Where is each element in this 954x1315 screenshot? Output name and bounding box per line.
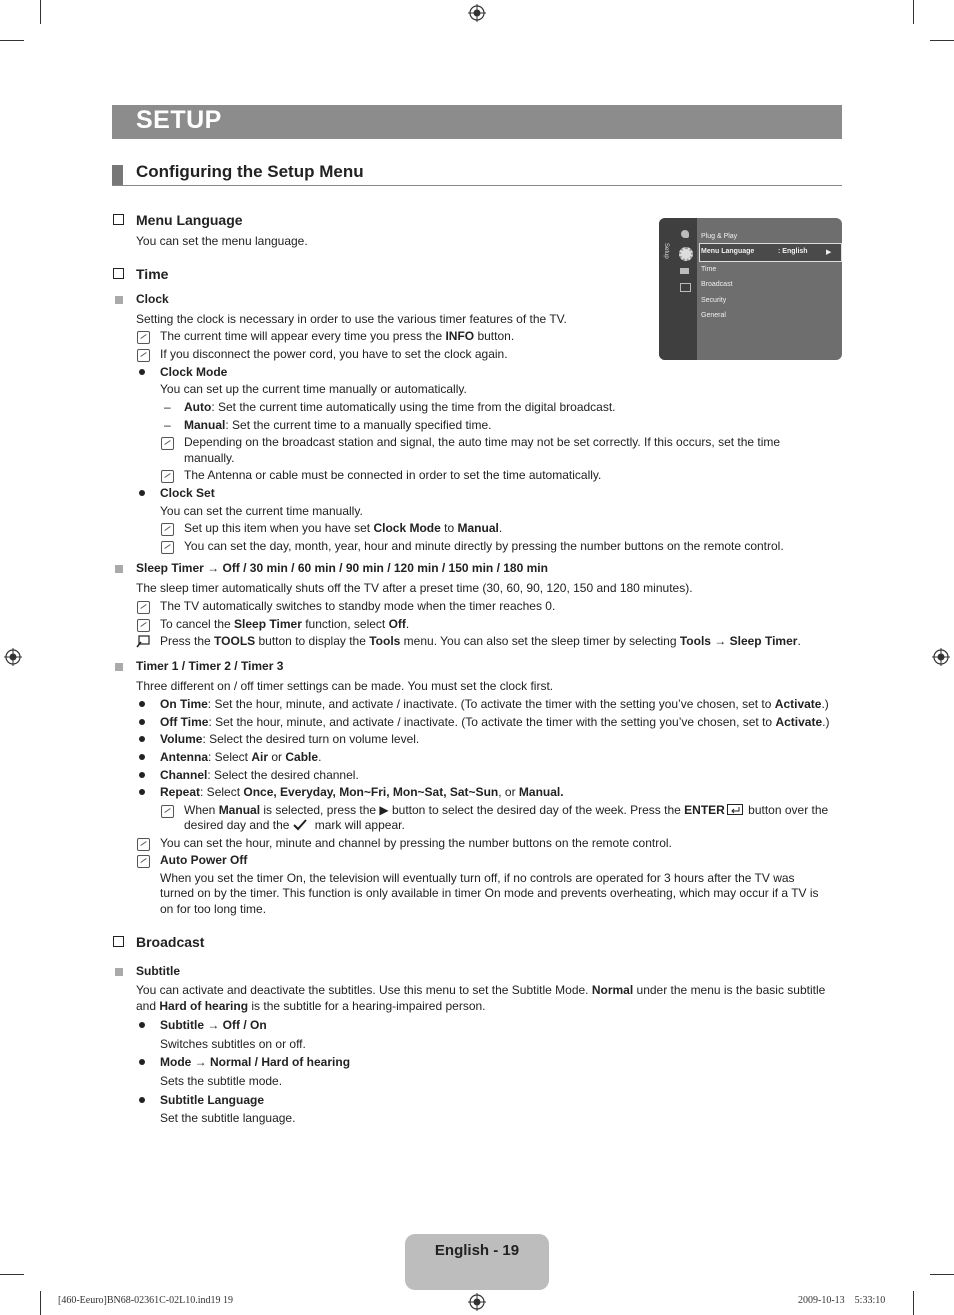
checkmark-icon	[292, 819, 308, 831]
square-bullet-icon	[115, 565, 123, 573]
tv-menu-item-general[interactable]: General	[701, 312, 726, 319]
clock-set-desc: You can set the current time manually.	[160, 504, 363, 518]
tv-menu-item-broadcast[interactable]: Broadcast	[701, 281, 733, 288]
tv-menu-side-label: Setup	[663, 243, 669, 259]
timers-on-time: On Time: Set the hour, minute, and activate / inactivate. (To activate the timer with the setting you’ve chosen, set to Activate.)	[160, 697, 829, 711]
auto-power-off-line3: on for too long time.	[160, 902, 267, 916]
crop-mark	[913, 1291, 914, 1315]
clock-set-heading: Clock Set	[160, 486, 215, 500]
section-divider	[112, 185, 842, 186]
note-icon	[161, 437, 174, 450]
tv-menu-item-plug-play[interactable]: Plug & Play	[701, 233, 738, 240]
subtitle-item-1-desc: Switches subtitles on or off.	[160, 1037, 306, 1051]
square-bullet-icon	[115, 663, 123, 671]
subtitle-item-3-desc: Set the subtitle language.	[160, 1111, 296, 1125]
tv-menu-item-security[interactable]: Security	[701, 297, 727, 304]
note-icon	[161, 541, 174, 554]
tv-setup-menu	[659, 218, 842, 360]
square-bullet-icon	[115, 968, 123, 976]
timers-off-time: Off Time: Set the hour, minute, and activate / inactivate. (To activate the timer with the setting you’ve chosen, set to Activate.)	[160, 715, 830, 729]
print-timestamp: 2009-10-13 5:33:10	[798, 1295, 886, 1306]
registration-mark-icon	[932, 648, 950, 666]
input-icon	[680, 268, 689, 274]
checkbox-icon	[113, 936, 124, 947]
sleep-timer-tools-note: Press the TOOLS button to display the Tools menu. You can also set the sleep timer by selecting Tools → Sleep Timer.	[160, 634, 801, 648]
tv-menu-sidebar	[659, 218, 697, 360]
sleep-timer-note-2: To cancel the Sleep Timer function, select Off.	[160, 617, 410, 631]
registration-mark-icon	[468, 1293, 486, 1311]
clock-mode-desc: You can set up the current time manually or automatically.	[160, 382, 467, 396]
subtitle-desc-line1: You can activate and deactivate the subtitles. Use this menu to set the Subtitle Mode. Normal under the menu is the basic subtitle	[136, 983, 826, 997]
clock-mode-auto: Auto: Set the current time automatically using the time from the digital broadcast.	[184, 400, 616, 414]
clock-heading: Clock	[136, 292, 169, 306]
tv-menu-arrow-icon: ▶	[826, 249, 832, 256]
clock-mode-heading: Clock Mode	[160, 365, 228, 379]
page-title: SETUP	[136, 106, 222, 134]
subtitle-item-1: Subtitle → Off / On	[160, 1018, 267, 1032]
bullet-icon	[139, 736, 145, 742]
note-icon	[137, 349, 150, 362]
enter-icon	[727, 804, 743, 815]
crop-mark	[0, 1274, 24, 1275]
menu-language-heading: Menu Language	[136, 212, 243, 228]
sleep-timer-note-1: The TV automatically switches to standby mode when the timer reaches 0.	[160, 599, 556, 613]
file-info: [460-Eeuro]BN68-02361C-02L10.ind19 19	[58, 1295, 233, 1306]
sleep-timer-heading: Sleep Timer → Off / 30 min / 60 min / 90 min / 120 min / 150 min / 180 min	[136, 561, 548, 575]
crop-mark	[40, 0, 41, 24]
note-icon	[161, 805, 174, 818]
subtitle-item-2-desc: Sets the subtitle mode.	[160, 1074, 283, 1088]
note-icon	[137, 331, 150, 344]
crop-mark	[930, 1274, 954, 1275]
tv-menu-selected-value: : English	[778, 248, 808, 255]
timers-heading: Timer 1 / Timer 2 / Timer 3	[136, 659, 284, 673]
auto-power-off-heading: Auto Power Off	[160, 853, 248, 867]
timers-antenna: Antenna: Select Air or Cable.	[160, 750, 322, 764]
application-icon	[680, 283, 691, 292]
clock-mode-note-1-line2: manually.	[184, 451, 235, 465]
tv-menu-item-time[interactable]: Time	[701, 266, 717, 273]
bullet-icon	[139, 490, 145, 496]
square-bullet-icon	[115, 296, 123, 304]
timers-note-numbers: You can set the hour, minute and channel by pressing the number buttons on the remote control.	[160, 836, 672, 850]
section-title: Configuring the Setup Menu	[136, 162, 364, 181]
timers-repeat: Repeat: Select Once, Everyday, Mon~Fri, Mon~Sat, Sat~Sun, or Manual.	[160, 785, 564, 799]
timers-repeat-note-line1: When Manual is selected, press the ▶ button to select the desired day of the week. Press the ENTER button over the	[184, 803, 829, 817]
bullet-icon	[139, 369, 145, 375]
section-marker	[112, 165, 123, 185]
note-icon	[161, 523, 174, 536]
auto-power-off-line1: When you set the timer On, the television will eventually turn off, if no controls are operated for 3 hours after the TV was	[160, 871, 795, 885]
bullet-icon	[139, 772, 145, 778]
tv-menu-item-menu-language[interactable]: Menu Language	[701, 248, 755, 255]
broadcast-heading: Broadcast	[136, 934, 205, 950]
registration-mark-icon	[468, 4, 486, 22]
clock-mode-note-1-line1: Depending on the broadcast station and signal, the auto time may not be set correctly. If this occurs, set the time	[184, 435, 781, 449]
timers-volume: Volume: Select the desired turn on volume level.	[160, 732, 420, 746]
note-icon	[137, 601, 150, 614]
gear-icon	[679, 247, 693, 261]
bullet-icon	[139, 701, 145, 707]
subtitle-desc-line2: and Hard of hearing is the subtitle for a hearing-impaired person.	[136, 999, 486, 1013]
page-number: English - 19	[434, 1242, 520, 1259]
subtitle-item-3: Subtitle Language	[160, 1093, 265, 1107]
clock-mode-manual: Manual: Set the current time to a manually specified time.	[184, 418, 492, 432]
bullet-icon	[139, 1022, 145, 1028]
clock-mode-note-2: The Antenna or cable must be connected in order to set the time automatically.	[184, 468, 602, 482]
page-number-tab	[405, 1234, 549, 1290]
note-icon	[137, 855, 150, 868]
crop-mark	[913, 0, 914, 24]
checkbox-icon	[113, 268, 124, 279]
dash-bullet: –	[164, 418, 171, 432]
checkbox-icon	[113, 214, 124, 225]
timers-desc: Three different on / off timer settings can be made. You must set the clock first.	[136, 679, 554, 693]
clock-set-note-1: Set up this item when you have set Clock Mode to Manual.	[184, 521, 503, 535]
note-icon	[137, 838, 150, 851]
clock-note-2: If you disconnect the power cord, you have to set the clock again.	[160, 347, 508, 361]
clock-note-1: The current time will appear every time you press the INFO button.	[160, 329, 515, 343]
sleep-timer-desc: The sleep timer automatically shuts off the TV after a preset time (30, 60, 90, 120, 150 and 180 minutes).	[136, 581, 693, 595]
timers-repeat-note-line2: desired day and the mark will appear.	[184, 818, 405, 832]
bullet-icon	[139, 754, 145, 760]
clock-desc: Setting the clock is necessary in order to use the various timer features of the TV.	[136, 312, 567, 326]
registration-mark-icon	[4, 648, 22, 666]
picture-icon	[681, 230, 689, 238]
tools-icon	[136, 635, 150, 648]
bullet-icon	[139, 719, 145, 725]
auto-power-off-line2: turned on by the timer. This function is only available in timer On mode and prevents overheating, which may occur if a TV is	[160, 886, 819, 900]
crop-mark	[0, 40, 24, 41]
bullet-icon	[139, 789, 145, 795]
dash-bullet: –	[164, 400, 171, 414]
subtitle-item-2: Mode → Normal / Hard of hearing	[160, 1055, 351, 1069]
time-heading: Time	[136, 266, 169, 282]
crop-mark	[40, 1291, 41, 1315]
menu-language-desc: You can set the menu language.	[136, 234, 308, 248]
note-icon	[161, 470, 174, 483]
page-title-banner	[112, 105, 842, 139]
bullet-icon	[139, 1097, 145, 1103]
timers-channel: Channel: Select the desired channel.	[160, 768, 359, 782]
crop-mark	[930, 40, 954, 41]
clock-set-note-2: You can set the day, month, year, hour and minute directly by pressing the number buttons on the remote control.	[184, 539, 784, 553]
subtitle-heading: Subtitle	[136, 964, 180, 978]
bullet-icon	[139, 1059, 145, 1065]
note-icon	[137, 619, 150, 632]
